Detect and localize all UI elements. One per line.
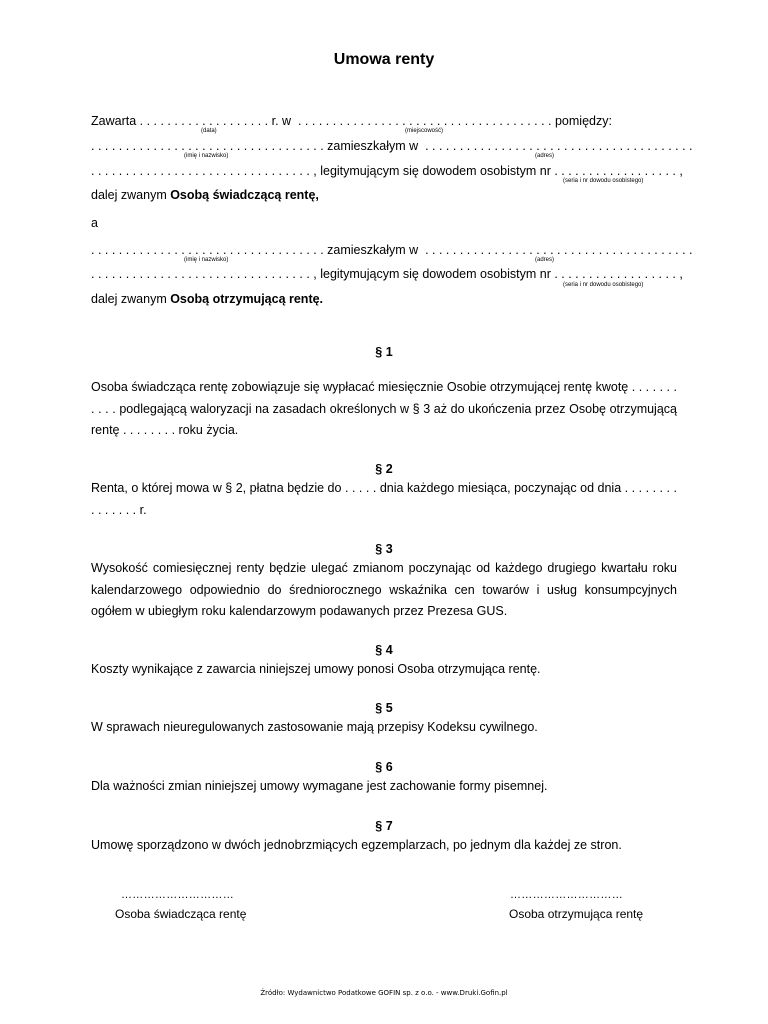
section-1-text: Osoba świadcząca rentę zobowiązuje się wypłacać miesięcznie Osobie otrzymującej rentę kwotę . . . . . . . . . . . podlegającą waloryzacji na zasadach określonych w § 3 aż do ukończenia przez Osobę otrzymującą rentę . . . . . . . . roku życia.: [91, 380, 677, 437]
contract-date-place-line: Zawarta . . . . . . . . . . . . . . . . . . . r. w . . . . . . . . . . . . . . . . . . . . . . . . . . . . . . . . . . . . . pomiędzy:: [91, 114, 612, 128]
hint-address-party1: (adres): [535, 153, 555, 159]
section-6-text: Dla ważności zmian niniejszej umowy wymagane jest zachowanie formy pisemnej.: [91, 779, 548, 793]
party1-alias: Osobą świadczącą rentę,: [170, 188, 319, 202]
hint-place: (miejscowość): [405, 128, 444, 134]
section-1-heading: § 1: [375, 345, 393, 359]
section-7-heading: § 7: [375, 819, 393, 833]
document-title: Umowa renty: [333, 51, 435, 68]
section-2-heading: § 2: [375, 462, 393, 476]
party2-alias-line: dalej zwanym Osobą otrzymującą rentę.: [91, 292, 324, 306]
conjunction: a: [91, 216, 98, 230]
hint-address-party2: (adres): [535, 257, 555, 263]
signature-label-provider: Osoba świadcząca rentę: [115, 907, 247, 921]
hint-name-party1: (imię i nazwisko): [184, 153, 229, 159]
section-5-heading: § 5: [375, 701, 393, 715]
hint-id-party2: (seria i nr dowodu osobistego): [563, 282, 644, 288]
party1-alias-line: dalej zwanym Osobą świadczącą rentę,: [91, 188, 319, 202]
section-3-heading: § 3: [375, 542, 393, 556]
party1-id-line: . . . . . . . . . . . . . . . . . . . . . . . . . . . . . . . . , legitymującym się dowodem osobistym nr . . . . . . . . . . . . . . . . . . ,: [91, 164, 683, 178]
section-6-heading: § 6: [375, 760, 393, 774]
section-4-heading: § 4: [375, 643, 393, 657]
hint-name-party2: (imię i nazwisko): [184, 257, 229, 263]
party2-id-line: . . . . . . . . . . . . . . . . . . . . . . . . . . . . . . . . , legitymującym się dowodem osobistym nr . . . . . . . . . . . . . . . . . . ,: [91, 267, 683, 281]
signature-line-recipient: …………………………: [510, 889, 623, 901]
signature-line-provider: …………………………: [121, 889, 234, 901]
party1-name-address-line: . . . . . . . . . . . . . . . . . . . . . . . . . . . . . . . . . . zamieszkałym w . . . . . . . . . . . . . . . . . . . . . . . . . . . . . . . . . . . . . . .: [91, 139, 693, 153]
section-4-text: Koszty wynikające z zawarcia niniejszej umowy ponosi Osoba otrzymująca rentę.: [91, 662, 541, 676]
hint-id-party1: (seria i nr dowodu osobistego): [563, 178, 644, 184]
source-footer: Źródło: Wydawnictwo Podatkowe GOFIN sp. z o.o. - www.Druki.Gofin.pl: [260, 989, 508, 997]
hint-date: (data): [201, 128, 217, 134]
party2-alias: Osobą otrzymującą rentę.: [170, 292, 324, 306]
section-7-text: Umowę sporządzono w dwóch jednobrzmiących egzemplarzach, po jednym dla każdej ze stron.: [91, 838, 622, 852]
section-3-text: Wysokość comiesięcznej renty będzie ulegać zmianom poczynając od każdego drugiego kwartału roku kalendarzowego odpowiednio do średniorocznego wskaźnika cen towarów i usług konsumpcyjnych ogółem w ubiegłym roku kalendarzowym podawanych przez Prezesa GUS.: [91, 561, 677, 618]
signature-label-recipient: Osoba otrzymująca rentę: [509, 907, 644, 921]
party2-name-address-line: . . . . . . . . . . . . . . . . . . . . . . . . . . . . . . . . . . zamieszkałym w . . . . . . . . . . . . . . . . . . . . . . . . . . . . . . . . . . . . . . .: [91, 243, 693, 257]
section-5-text: W sprawach nieuregulowanych zastosowanie mają przepisy Kodeksu cywilnego.: [91, 720, 538, 734]
section-2-text: Renta, o której mowa w § 2, płatna będzie do . . . . . dnia każdego miesiąca, poczynając od dnia . . . . . . . . . . . . . . . r.: [91, 481, 677, 517]
